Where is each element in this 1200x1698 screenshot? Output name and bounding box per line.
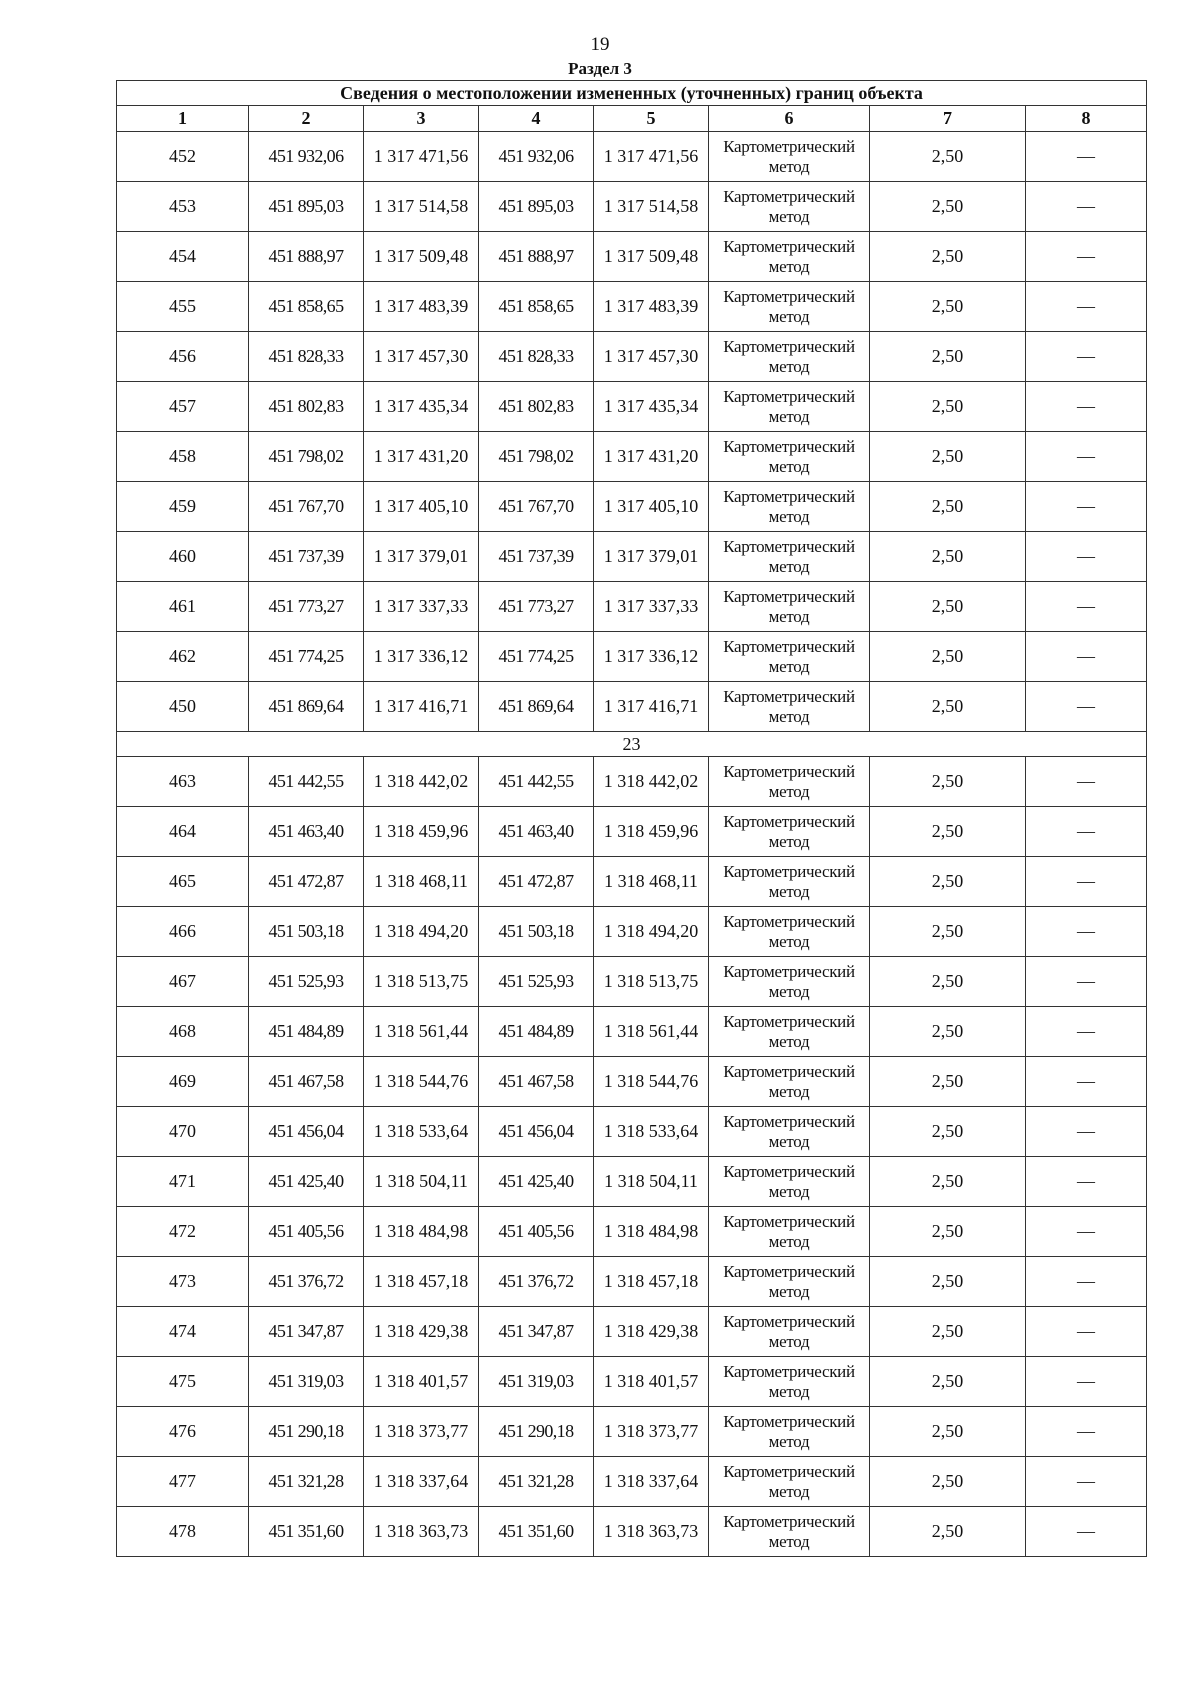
accuracy-cell: 2,50	[870, 532, 1026, 582]
x-coordinate-cell: 451 773,27	[479, 582, 594, 632]
accuracy-cell: 2,50	[870, 757, 1026, 807]
accuracy-cell: 2,50	[870, 907, 1026, 957]
x-coordinate-cell: 451 290,18	[249, 1407, 364, 1457]
x-coordinate-cell: 451 503,18	[479, 907, 594, 957]
table-row	[117, 332, 1147, 382]
x-coordinate-cell: 451 869,64	[249, 682, 364, 732]
y-coordinate-cell: 1 318 337,64	[364, 1457, 479, 1507]
table-row	[117, 232, 1147, 282]
method-cell: Картометрический метод	[709, 682, 870, 732]
y-coordinate-cell: 1 317 416,71	[594, 682, 709, 732]
point-number-cell: 455	[117, 282, 249, 332]
y-coordinate-cell: 1 317 514,58	[364, 182, 479, 232]
table-row	[117, 907, 1147, 957]
accuracy-cell: 2,50	[870, 582, 1026, 632]
note-cell: —	[1026, 282, 1147, 332]
note-cell: —	[1026, 1457, 1147, 1507]
x-coordinate-cell: 451 463,40	[479, 807, 594, 857]
table-row	[117, 432, 1147, 482]
note-cell: —	[1026, 432, 1147, 482]
x-coordinate-cell: 451 405,56	[479, 1207, 594, 1257]
method-cell: Картометрический метод	[709, 1107, 870, 1157]
method-cell: Картометрический метод	[709, 857, 870, 907]
accuracy-cell: 2,50	[870, 432, 1026, 482]
x-coordinate-cell: 451 932,06	[249, 132, 364, 182]
x-coordinate-cell: 451 472,87	[249, 857, 364, 907]
y-coordinate-cell: 1 318 401,57	[594, 1357, 709, 1407]
x-coordinate-cell: 451 828,33	[249, 332, 364, 382]
x-coordinate-cell: 451 737,39	[479, 532, 594, 582]
x-coordinate-cell: 451 737,39	[249, 532, 364, 582]
accuracy-cell: 2,50	[870, 232, 1026, 282]
point-number-cell: 457	[117, 382, 249, 432]
point-number-cell: 465	[117, 857, 249, 907]
method-cell: Картометрический метод	[709, 482, 870, 532]
x-coordinate-cell: 451 802,83	[249, 382, 364, 432]
x-coordinate-cell: 451 888,97	[249, 232, 364, 282]
accuracy-cell: 2,50	[870, 807, 1026, 857]
table-body	[117, 81, 1147, 1557]
y-coordinate-cell: 1 318 513,75	[594, 957, 709, 1007]
section-title: Раздел 3	[568, 59, 632, 78]
y-coordinate-cell: 1 317 457,30	[594, 332, 709, 382]
method-cell: Картометрический метод	[709, 957, 870, 1007]
accuracy-cell: 2,50	[870, 332, 1026, 382]
accuracy-cell: 2,50	[870, 132, 1026, 182]
x-coordinate-cell: 451 405,56	[249, 1207, 364, 1257]
x-coordinate-cell: 451 525,93	[479, 957, 594, 1007]
point-number-cell: 477	[117, 1457, 249, 1507]
x-coordinate-cell: 451 376,72	[249, 1257, 364, 1307]
y-coordinate-cell: 1 317 337,33	[594, 582, 709, 632]
y-coordinate-cell: 1 318 363,73	[364, 1507, 479, 1557]
x-coordinate-cell: 451 888,97	[479, 232, 594, 282]
point-number-cell: 466	[117, 907, 249, 957]
column-number: 8	[1026, 106, 1147, 132]
x-coordinate-cell: 451 456,04	[479, 1107, 594, 1157]
method-cell: Картометрический метод	[709, 282, 870, 332]
y-coordinate-cell: 1 317 379,01	[364, 532, 479, 582]
method-cell: Картометрический метод	[709, 432, 870, 482]
x-coordinate-cell: 451 858,65	[479, 282, 594, 332]
x-coordinate-cell: 451 351,60	[249, 1507, 364, 1557]
column-number: 6	[709, 106, 870, 132]
note-cell: —	[1026, 1007, 1147, 1057]
table-row	[117, 1357, 1147, 1407]
x-coordinate-cell: 451 467,58	[479, 1057, 594, 1107]
y-coordinate-cell: 1 317 509,48	[594, 232, 709, 282]
x-coordinate-cell: 451 442,55	[249, 757, 364, 807]
x-coordinate-cell: 451 321,28	[479, 1457, 594, 1507]
y-coordinate-cell: 1 317 514,58	[594, 182, 709, 232]
note-cell: —	[1026, 482, 1147, 532]
table-row	[117, 182, 1147, 232]
note-cell: —	[1026, 907, 1147, 957]
point-number-cell: 452	[117, 132, 249, 182]
x-coordinate-cell: 451 347,87	[479, 1307, 594, 1357]
table-row	[117, 282, 1147, 332]
point-number-cell: 471	[117, 1157, 249, 1207]
note-cell: —	[1026, 1107, 1147, 1157]
table-row	[117, 1207, 1147, 1257]
note-cell: —	[1026, 1307, 1147, 1357]
x-coordinate-cell: 451 525,93	[249, 957, 364, 1007]
method-cell: Картометрический метод	[709, 1007, 870, 1057]
y-coordinate-cell: 1 317 416,71	[364, 682, 479, 732]
point-number-cell: 458	[117, 432, 249, 482]
method-cell: Картометрический метод	[709, 1257, 870, 1307]
point-number-cell: 478	[117, 1507, 249, 1557]
y-coordinate-cell: 1 318 442,02	[364, 757, 479, 807]
table-row	[117, 1157, 1147, 1207]
x-coordinate-cell: 451 932,06	[479, 132, 594, 182]
point-number-cell: 460	[117, 532, 249, 582]
contour-number: 23	[117, 732, 1147, 757]
method-cell: Картометрический метод	[709, 182, 870, 232]
method-cell: Картометрический метод	[709, 532, 870, 582]
x-coordinate-cell: 451 347,87	[249, 1307, 364, 1357]
y-coordinate-cell: 1 318 533,64	[364, 1107, 479, 1157]
accuracy-cell: 2,50	[870, 1157, 1026, 1207]
x-coordinate-cell: 451 319,03	[479, 1357, 594, 1407]
table-row	[117, 1307, 1147, 1357]
y-coordinate-cell: 1 317 483,39	[594, 282, 709, 332]
x-coordinate-cell: 451 802,83	[479, 382, 594, 432]
y-coordinate-cell: 1 317 509,48	[364, 232, 479, 282]
x-coordinate-cell: 451 321,28	[249, 1457, 364, 1507]
accuracy-cell: 2,50	[870, 1007, 1026, 1057]
note-cell: —	[1026, 1057, 1147, 1107]
x-coordinate-cell: 451 895,03	[479, 182, 594, 232]
point-number-cell: 467	[117, 957, 249, 1007]
y-coordinate-cell: 1 317 435,34	[364, 382, 479, 432]
table-row	[117, 1457, 1147, 1507]
x-coordinate-cell: 451 442,55	[479, 757, 594, 807]
page-number: 19	[590, 34, 610, 55]
y-coordinate-cell: 1 318 484,98	[364, 1207, 479, 1257]
note-cell: —	[1026, 582, 1147, 632]
note-cell: —	[1026, 332, 1147, 382]
y-coordinate-cell: 1 318 337,64	[594, 1457, 709, 1507]
x-coordinate-cell: 451 484,89	[479, 1007, 594, 1057]
method-cell: Картометрический метод	[709, 1307, 870, 1357]
x-coordinate-cell: 451 767,70	[479, 482, 594, 532]
y-coordinate-cell: 1 317 431,20	[364, 432, 479, 482]
note-cell: —	[1026, 1157, 1147, 1207]
method-cell: Картометрический метод	[709, 232, 870, 282]
column-number: 1	[117, 106, 249, 132]
note-cell: —	[1026, 382, 1147, 432]
y-coordinate-cell: 1 317 336,12	[364, 632, 479, 682]
x-coordinate-cell: 451 351,60	[479, 1507, 594, 1557]
accuracy-cell: 2,50	[870, 1207, 1026, 1257]
accuracy-cell: 2,50	[870, 1307, 1026, 1357]
y-coordinate-cell: 1 318 457,18	[364, 1257, 479, 1307]
y-coordinate-cell: 1 318 429,38	[594, 1307, 709, 1357]
y-coordinate-cell: 1 318 468,11	[594, 857, 709, 907]
x-coordinate-cell: 451 869,64	[479, 682, 594, 732]
table-row	[117, 532, 1147, 582]
table-row	[117, 1007, 1147, 1057]
x-coordinate-cell: 451 774,25	[479, 632, 594, 682]
table-row	[117, 1407, 1147, 1457]
accuracy-cell: 2,50	[870, 382, 1026, 432]
point-number-cell: 461	[117, 582, 249, 632]
y-coordinate-cell: 1 317 337,33	[364, 582, 479, 632]
point-number-cell: 470	[117, 1107, 249, 1157]
note-cell: —	[1026, 1207, 1147, 1257]
table-caption: Сведения о местоположении измененных (уточненных) границ объекта	[117, 81, 1147, 106]
y-coordinate-cell: 1 318 504,11	[594, 1157, 709, 1207]
y-coordinate-cell: 1 318 459,96	[594, 807, 709, 857]
y-coordinate-cell: 1 317 435,34	[594, 382, 709, 432]
y-coordinate-cell: 1 318 494,20	[594, 907, 709, 957]
table-row	[117, 582, 1147, 632]
point-number-cell: 454	[117, 232, 249, 282]
point-number-cell: 456	[117, 332, 249, 382]
accuracy-cell: 2,50	[870, 1357, 1026, 1407]
method-cell: Картометрический метод	[709, 1457, 870, 1507]
accuracy-cell: 2,50	[870, 857, 1026, 907]
x-coordinate-cell: 451 895,03	[249, 182, 364, 232]
note-cell: —	[1026, 757, 1147, 807]
x-coordinate-cell: 451 376,72	[479, 1257, 594, 1307]
x-coordinate-cell: 451 798,02	[479, 432, 594, 482]
method-cell: Картометрический метод	[709, 332, 870, 382]
y-coordinate-cell: 1 318 484,98	[594, 1207, 709, 1257]
table-row	[117, 1257, 1147, 1307]
contour-group-row	[117, 732, 1147, 757]
y-coordinate-cell: 1 318 373,77	[364, 1407, 479, 1457]
x-coordinate-cell: 451 773,27	[249, 582, 364, 632]
accuracy-cell: 2,50	[870, 482, 1026, 532]
table-caption-row	[117, 81, 1147, 106]
table-row	[117, 382, 1147, 432]
method-cell: Картометрический метод	[709, 382, 870, 432]
y-coordinate-cell: 1 318 401,57	[364, 1357, 479, 1407]
table-row	[117, 632, 1147, 682]
y-coordinate-cell: 1 318 457,18	[594, 1257, 709, 1307]
x-coordinate-cell: 451 774,25	[249, 632, 364, 682]
column-number: 5	[594, 106, 709, 132]
y-coordinate-cell: 1 317 471,56	[364, 132, 479, 182]
note-cell: —	[1026, 632, 1147, 682]
note-cell: —	[1026, 232, 1147, 282]
accuracy-cell: 2,50	[870, 1507, 1026, 1557]
note-cell: —	[1026, 1507, 1147, 1557]
y-coordinate-cell: 1 318 363,73	[594, 1507, 709, 1557]
table-row	[117, 857, 1147, 907]
y-coordinate-cell: 1 317 471,56	[594, 132, 709, 182]
column-number: 3	[364, 106, 479, 132]
y-coordinate-cell: 1 318 442,02	[594, 757, 709, 807]
x-coordinate-cell: 451 456,04	[249, 1107, 364, 1157]
note-cell: —	[1026, 857, 1147, 907]
note-cell: —	[1026, 182, 1147, 232]
table-row	[117, 1107, 1147, 1157]
column-number: 7	[870, 106, 1026, 132]
column-number: 4	[479, 106, 594, 132]
table-row	[117, 807, 1147, 857]
y-coordinate-cell: 1 318 459,96	[364, 807, 479, 857]
x-coordinate-cell: 451 319,03	[249, 1357, 364, 1407]
point-number-cell: 464	[117, 807, 249, 857]
point-number-cell: 463	[117, 757, 249, 807]
x-coordinate-cell: 451 472,87	[479, 857, 594, 907]
accuracy-cell: 2,50	[870, 1407, 1026, 1457]
method-cell: Картометрический метод	[709, 807, 870, 857]
x-coordinate-cell: 451 858,65	[249, 282, 364, 332]
note-cell: —	[1026, 532, 1147, 582]
point-number-cell: 475	[117, 1357, 249, 1407]
boundary-coordinates-table	[116, 80, 1147, 1557]
table-row	[117, 132, 1147, 182]
y-coordinate-cell: 1 317 405,10	[594, 482, 709, 532]
accuracy-cell: 2,50	[870, 632, 1026, 682]
note-cell: —	[1026, 807, 1147, 857]
y-coordinate-cell: 1 318 513,75	[364, 957, 479, 1007]
y-coordinate-cell: 1 318 494,20	[364, 907, 479, 957]
x-coordinate-cell: 451 467,58	[249, 1057, 364, 1107]
point-number-cell: 462	[117, 632, 249, 682]
y-coordinate-cell: 1 318 561,44	[364, 1007, 479, 1057]
point-number-cell: 468	[117, 1007, 249, 1057]
point-number-cell: 459	[117, 482, 249, 532]
x-coordinate-cell: 451 767,70	[249, 482, 364, 532]
accuracy-cell: 2,50	[870, 1457, 1026, 1507]
point-number-cell: 476	[117, 1407, 249, 1457]
table-row	[117, 1507, 1147, 1557]
x-coordinate-cell: 451 463,40	[249, 807, 364, 857]
y-coordinate-cell: 1 318 468,11	[364, 857, 479, 907]
method-cell: Картометрический метод	[709, 582, 870, 632]
note-cell: —	[1026, 1257, 1147, 1307]
method-cell: Картометрический метод	[709, 907, 870, 957]
note-cell: —	[1026, 682, 1147, 732]
method-cell: Картометрический метод	[709, 1357, 870, 1407]
y-coordinate-cell: 1 318 373,77	[594, 1407, 709, 1457]
x-coordinate-cell: 451 484,89	[249, 1007, 364, 1057]
table-row	[117, 682, 1147, 732]
table-row	[117, 957, 1147, 1007]
method-cell: Картометрический метод	[709, 632, 870, 682]
x-coordinate-cell: 451 503,18	[249, 907, 364, 957]
accuracy-cell: 2,50	[870, 957, 1026, 1007]
x-coordinate-cell: 451 290,18	[479, 1407, 594, 1457]
y-coordinate-cell: 1 318 429,38	[364, 1307, 479, 1357]
y-coordinate-cell: 1 317 483,39	[364, 282, 479, 332]
x-coordinate-cell: 451 828,33	[479, 332, 594, 382]
point-number-cell: 469	[117, 1057, 249, 1107]
y-coordinate-cell: 1 317 405,10	[364, 482, 479, 532]
accuracy-cell: 2,50	[870, 182, 1026, 232]
accuracy-cell: 2,50	[870, 1107, 1026, 1157]
method-cell: Картометрический метод	[709, 1207, 870, 1257]
method-cell: Картометрический метод	[709, 1407, 870, 1457]
note-cell: —	[1026, 1407, 1147, 1457]
note-cell: —	[1026, 957, 1147, 1007]
y-coordinate-cell: 1 317 336,12	[594, 632, 709, 682]
x-coordinate-cell: 451 425,40	[479, 1157, 594, 1207]
column-number: 2	[249, 106, 364, 132]
point-number-cell: 450	[117, 682, 249, 732]
y-coordinate-cell: 1 318 544,76	[364, 1057, 479, 1107]
y-coordinate-cell: 1 318 533,64	[594, 1107, 709, 1157]
accuracy-cell: 2,50	[870, 1057, 1026, 1107]
y-coordinate-cell: 1 317 457,30	[364, 332, 479, 382]
method-cell: Картометрический метод	[709, 1157, 870, 1207]
method-cell: Картометрический метод	[709, 1057, 870, 1107]
point-number-cell: 453	[117, 182, 249, 232]
point-number-cell: 474	[117, 1307, 249, 1357]
method-cell: Картометрический метод	[709, 1507, 870, 1557]
y-coordinate-cell: 1 318 561,44	[594, 1007, 709, 1057]
method-cell: Картометрический метод	[709, 132, 870, 182]
column-number-row	[117, 106, 1147, 132]
accuracy-cell: 2,50	[870, 282, 1026, 332]
accuracy-cell: 2,50	[870, 682, 1026, 732]
y-coordinate-cell: 1 318 544,76	[594, 1057, 709, 1107]
y-coordinate-cell: 1 317 431,20	[594, 432, 709, 482]
x-coordinate-cell: 451 798,02	[249, 432, 364, 482]
x-coordinate-cell: 451 425,40	[249, 1157, 364, 1207]
note-cell: —	[1026, 1357, 1147, 1407]
note-cell: —	[1026, 132, 1147, 182]
method-cell: Картометрический метод	[709, 757, 870, 807]
accuracy-cell: 2,50	[870, 1257, 1026, 1307]
y-coordinate-cell: 1 318 504,11	[364, 1157, 479, 1207]
table-row	[117, 1057, 1147, 1107]
table-row	[117, 757, 1147, 807]
table-row	[117, 482, 1147, 532]
point-number-cell: 472	[117, 1207, 249, 1257]
y-coordinate-cell: 1 317 379,01	[594, 532, 709, 582]
point-number-cell: 473	[117, 1257, 249, 1307]
